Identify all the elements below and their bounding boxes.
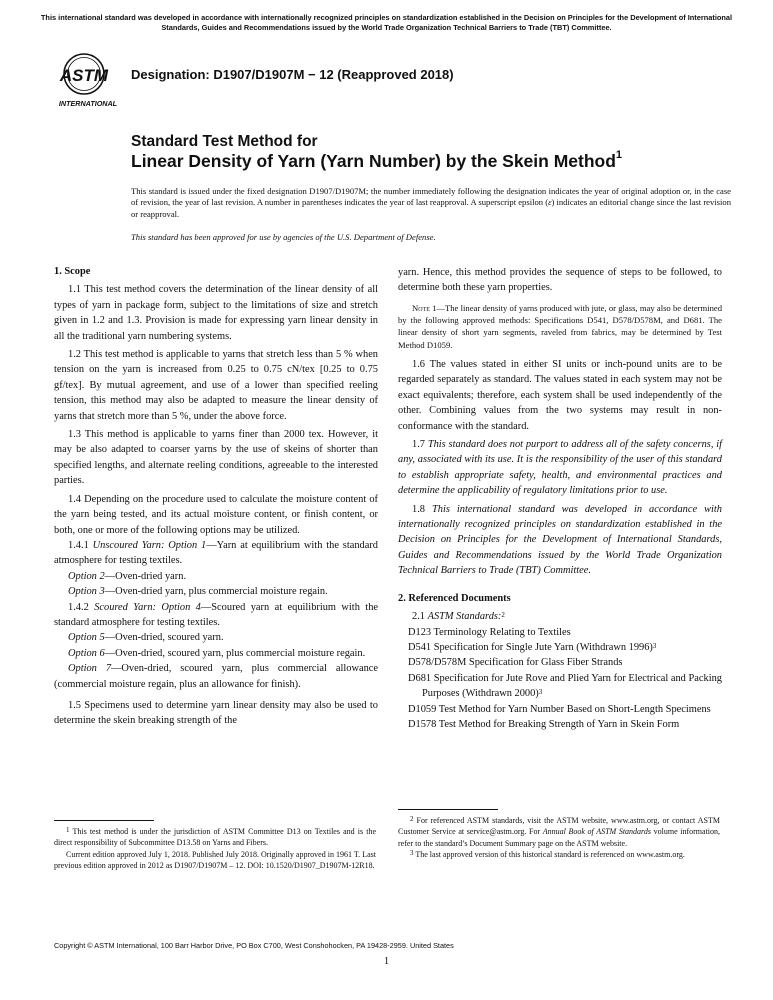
page-number: 1 <box>383 956 390 967</box>
issue-note-epsilon: ε <box>548 197 552 208</box>
para-text: This international standard was developed in accordance with internationally recognized principles on standardization established in the Decision on Principles for the Development of International Standards, Guides and Recommendations issued by the World Trade Organization Technical Barriers to Trade (TBT) Committee. <box>398 503 722 577</box>
top-notice: This international standard was developed in accordance with internationally recognized principles on standardization established in the Decision on Principles for the Development of International Standards, Guides and Recommendations issued by the World Trade Organization Technical Barriers to Trade (TBT) Committee. <box>40 13 733 32</box>
title-line-2 <box>131 151 622 172</box>
option-text: —Oven-dried, scoured yarn, plus commercial moisture regain. <box>104 647 366 659</box>
footnote-3 <box>398 849 720 860</box>
option-text: —Oven-dried yarn, plus commercial moisture regain. <box>104 586 328 598</box>
reference-title: Specification for Jute Rove and Plied Yarn for Electrical and Packing Purposes (Withdrawn 2000) <box>422 672 722 700</box>
para-num: 1.8 <box>412 503 432 515</box>
para-num: 1.7 <box>412 439 428 451</box>
title-footnote-ref: 1 <box>615 149 623 161</box>
para-1-5-cont: yarn. Hence, this method provides the sequence of steps to be followed, to determine both these yarn properties. <box>398 267 722 294</box>
reference-item <box>398 702 722 717</box>
footnote-ref: 2 <box>501 611 505 620</box>
issue-note-b: ) indicates an editorial change since the last revision or reapproval. <box>131 197 732 219</box>
approved-note: This standard has been approved for use by agencies of the U.S. Department of Defense. <box>131 232 436 242</box>
reference-code: D1578 <box>408 718 437 730</box>
title-text: Linear Density of Yarn (Yarn Number) by the Skein Method <box>131 151 616 171</box>
para-1-4-1 <box>54 538 378 569</box>
para-num: 2.1 <box>412 611 428 623</box>
option-7 <box>54 661 378 692</box>
option-text: —Yarn at equilibrium with the standard atmosphere for testing textiles. <box>54 539 379 567</box>
scope-heading: 1. Scope <box>54 266 91 277</box>
option-text: —Scoured yarn at equilibrium with the standard atmosphere for testing textiles. <box>54 601 379 628</box>
option-3 <box>54 584 378 599</box>
footnote-ref: 3 <box>538 688 543 697</box>
option-label: Option 6 <box>68 647 105 659</box>
option-6 <box>54 646 378 661</box>
para-1-2: 1.2 This test method is applicable to yarns that stretch less than 5 % when tension on the yarn is increased from 0.25 to 0.75 cN/tex [0.25 to 0.75 gf/tex]. By mutual agreement, and use of a lower than specified reeling tension, this method may also be adapted to measure the linear density of yarns that stretch more than 5 %, under the above force. <box>54 349 378 422</box>
para-1-1: 1.1 This test method covers the determination of the linear density of all types of yarn in package form, subject to the limitations of size and stretch given in 1.2 and 1.3. Provision is made for expressing yarn linear density in all the traditional yarn numbering systems. <box>54 284 378 342</box>
para-1-4-2 <box>54 600 378 631</box>
footnote-text: The last approved version of this historical standard is referenced on www.astm.org. <box>413 849 685 859</box>
para-1-7 <box>398 437 722 499</box>
logo-text: ASTM <box>59 66 109 85</box>
reference-title: Test Method for Breaking Strength of Yarn in Skein Form <box>436 718 680 730</box>
footnote-num: 3 <box>410 848 414 857</box>
reference-title: Specification for Glass Fiber Strands <box>466 657 623 669</box>
issue-note <box>131 186 731 220</box>
footnote-text-italic: Annual Book of ASTM Standards <box>542 827 651 837</box>
para-2-1 <box>398 609 722 624</box>
reference-item <box>398 655 722 670</box>
option-text: —Oven-dried yarn. <box>104 570 187 582</box>
reference-code: D681 <box>408 672 432 684</box>
option-label: Scoured Yarn: Option 4 <box>94 601 201 613</box>
ref-heading: 2. Referenced Documents <box>398 592 511 604</box>
footnote-divider-right <box>398 809 498 810</box>
footnote-ref: 3 <box>652 641 657 650</box>
reference-list <box>398 625 722 733</box>
para-1-5: 1.5 Specimens used to determine yarn linear density may also be used to determine the skein breaking strength of the <box>54 699 378 727</box>
note-1 <box>398 302 722 351</box>
logo-subtext: INTERNATIONAL <box>58 99 118 108</box>
option-text: —Oven-dried, scoured yarn. <box>104 632 224 644</box>
reference-item <box>398 671 722 702</box>
para-1-4: 1.4 Depending on the procedure used to calculate the moisture content of the yarn being tested, and its actual moisture content, or finish content, or both, one or more of the following options may be utilized. <box>54 493 378 536</box>
reference-title: Test Method for Yarn Number Based on Short-Length Specimens <box>436 703 711 715</box>
reference-code: D123 <box>408 626 432 638</box>
astm-logo-icon <box>58 52 122 108</box>
para-1-3: 1.3 This method is applicable to yarns finer than 2000 tex. However, it may be also adapted to coarser yarns by the use of skeins of shorter than specified lengths, and alternate reeling conditions, agreeable to the interested parties. <box>54 429 378 487</box>
para-num: 1.4.2 <box>68 601 95 613</box>
option-label: Unscoured Yarn: Option 1 <box>92 539 207 551</box>
reference-item <box>398 640 722 655</box>
reference-item <box>398 717 722 732</box>
left-column <box>54 264 378 729</box>
para-text: ASTM Standards: <box>427 611 502 623</box>
option-5 <box>54 630 378 645</box>
reference-title: Terminology Relating to Textiles <box>431 626 571 638</box>
option-text: —Oven-dried, scoured yarn, plus commercial allowance (commercial moisture regain, plus an allowance for finish). <box>54 663 378 690</box>
para-text: This standard does not purport to address all of the safety concerns, if any, associated with its use. It is the responsibility of the user of this standard to establish appropriate safety, health, and environmental practices and determine the applicability of regulatory limitations prior to use. <box>398 439 723 497</box>
footnote-2 <box>398 815 720 849</box>
reference-code: D541 <box>408 641 432 653</box>
designation: Designation: D1907/D1907M − 12 (Reapproved 2018) <box>131 67 454 82</box>
reference-item <box>398 625 722 640</box>
footnote-text: For referenced ASTM standards, visit the ASTM website, www.astm.org, or contact ASTM Customer Service at service@astm.org. For <box>398 816 720 837</box>
issue-note-a: This standard is issued under the fixed designation D1907/D1907M; the number immediately following the designation indicates the year of original adoption or, in the case of revision, the year of last revision. A number in parentheses indicates the year of last reapproval. A superscript epsilon ( <box>131 186 731 208</box>
note-label: Note 1 <box>412 302 437 313</box>
copyright: Copyright © ASTM International, 100 Barr Harbor Drive, PO Box C700, West Conshohocken, PA 19428-2959. United States <box>54 941 454 950</box>
footnotes-right <box>398 815 720 860</box>
para-num: 1.4.1 <box>68 539 93 551</box>
option-label: Option 5 <box>68 632 105 644</box>
option-label: Option 3 <box>68 586 105 598</box>
footnote-text: volume information, refer to the standard’s Document Summary page on the ASTM website. <box>398 827 721 848</box>
footnote-1-b: Current edition approved July 1, 2018. Published July 2018. Originally approved in 1961 T. Last previous edition approved in 2012 as D1907/D1907M – 12. DOI: 10.1520/D1907_D1907M-12R18. <box>54 849 376 870</box>
note-text: —The linear density of yarns produced with jute, or glass, may also be determined by the following approved methods: Specifications D541, D578/D578M, and D681. The linear density of short yarn segments, raveled from fabrics, may be determined by Test Method D1059. <box>398 302 722 350</box>
footnote-1 <box>54 826 376 849</box>
reference-code: D578/D578M <box>408 657 467 669</box>
footnote-num: 2 <box>410 815 414 823</box>
reference-code: D1059 <box>408 703 437 715</box>
option-label: Option 7 <box>68 663 112 675</box>
para-1-8 <box>398 502 722 579</box>
footnote-text: This test method is under the jurisdiction of ASTM Committee D13 on Textiles and is the direct responsibility of Subcommittee D13.58 on Yarns and Fibers. <box>54 827 376 848</box>
option-2 <box>54 569 378 584</box>
para-1-6: 1.6 The values stated in either SI units or inch-pound units are to be regarded separately as standard. The values stated in each system may not be exact equivalents; therefore, each system shall be used independently of the other. Combining values from the two systems may result in non-conformance with the standard. <box>398 359 722 432</box>
option-label: Option 2 <box>68 570 105 582</box>
footnote-num: 1 <box>66 826 70 834</box>
reference-title: Specification for Single Jute Yarn (Withdrawn 1996) <box>431 641 653 653</box>
footnotes-left <box>54 826 376 871</box>
footnote-divider-left <box>54 820 154 821</box>
right-column <box>398 265 722 732</box>
title-line-1: Standard Test Method for <box>131 133 318 150</box>
